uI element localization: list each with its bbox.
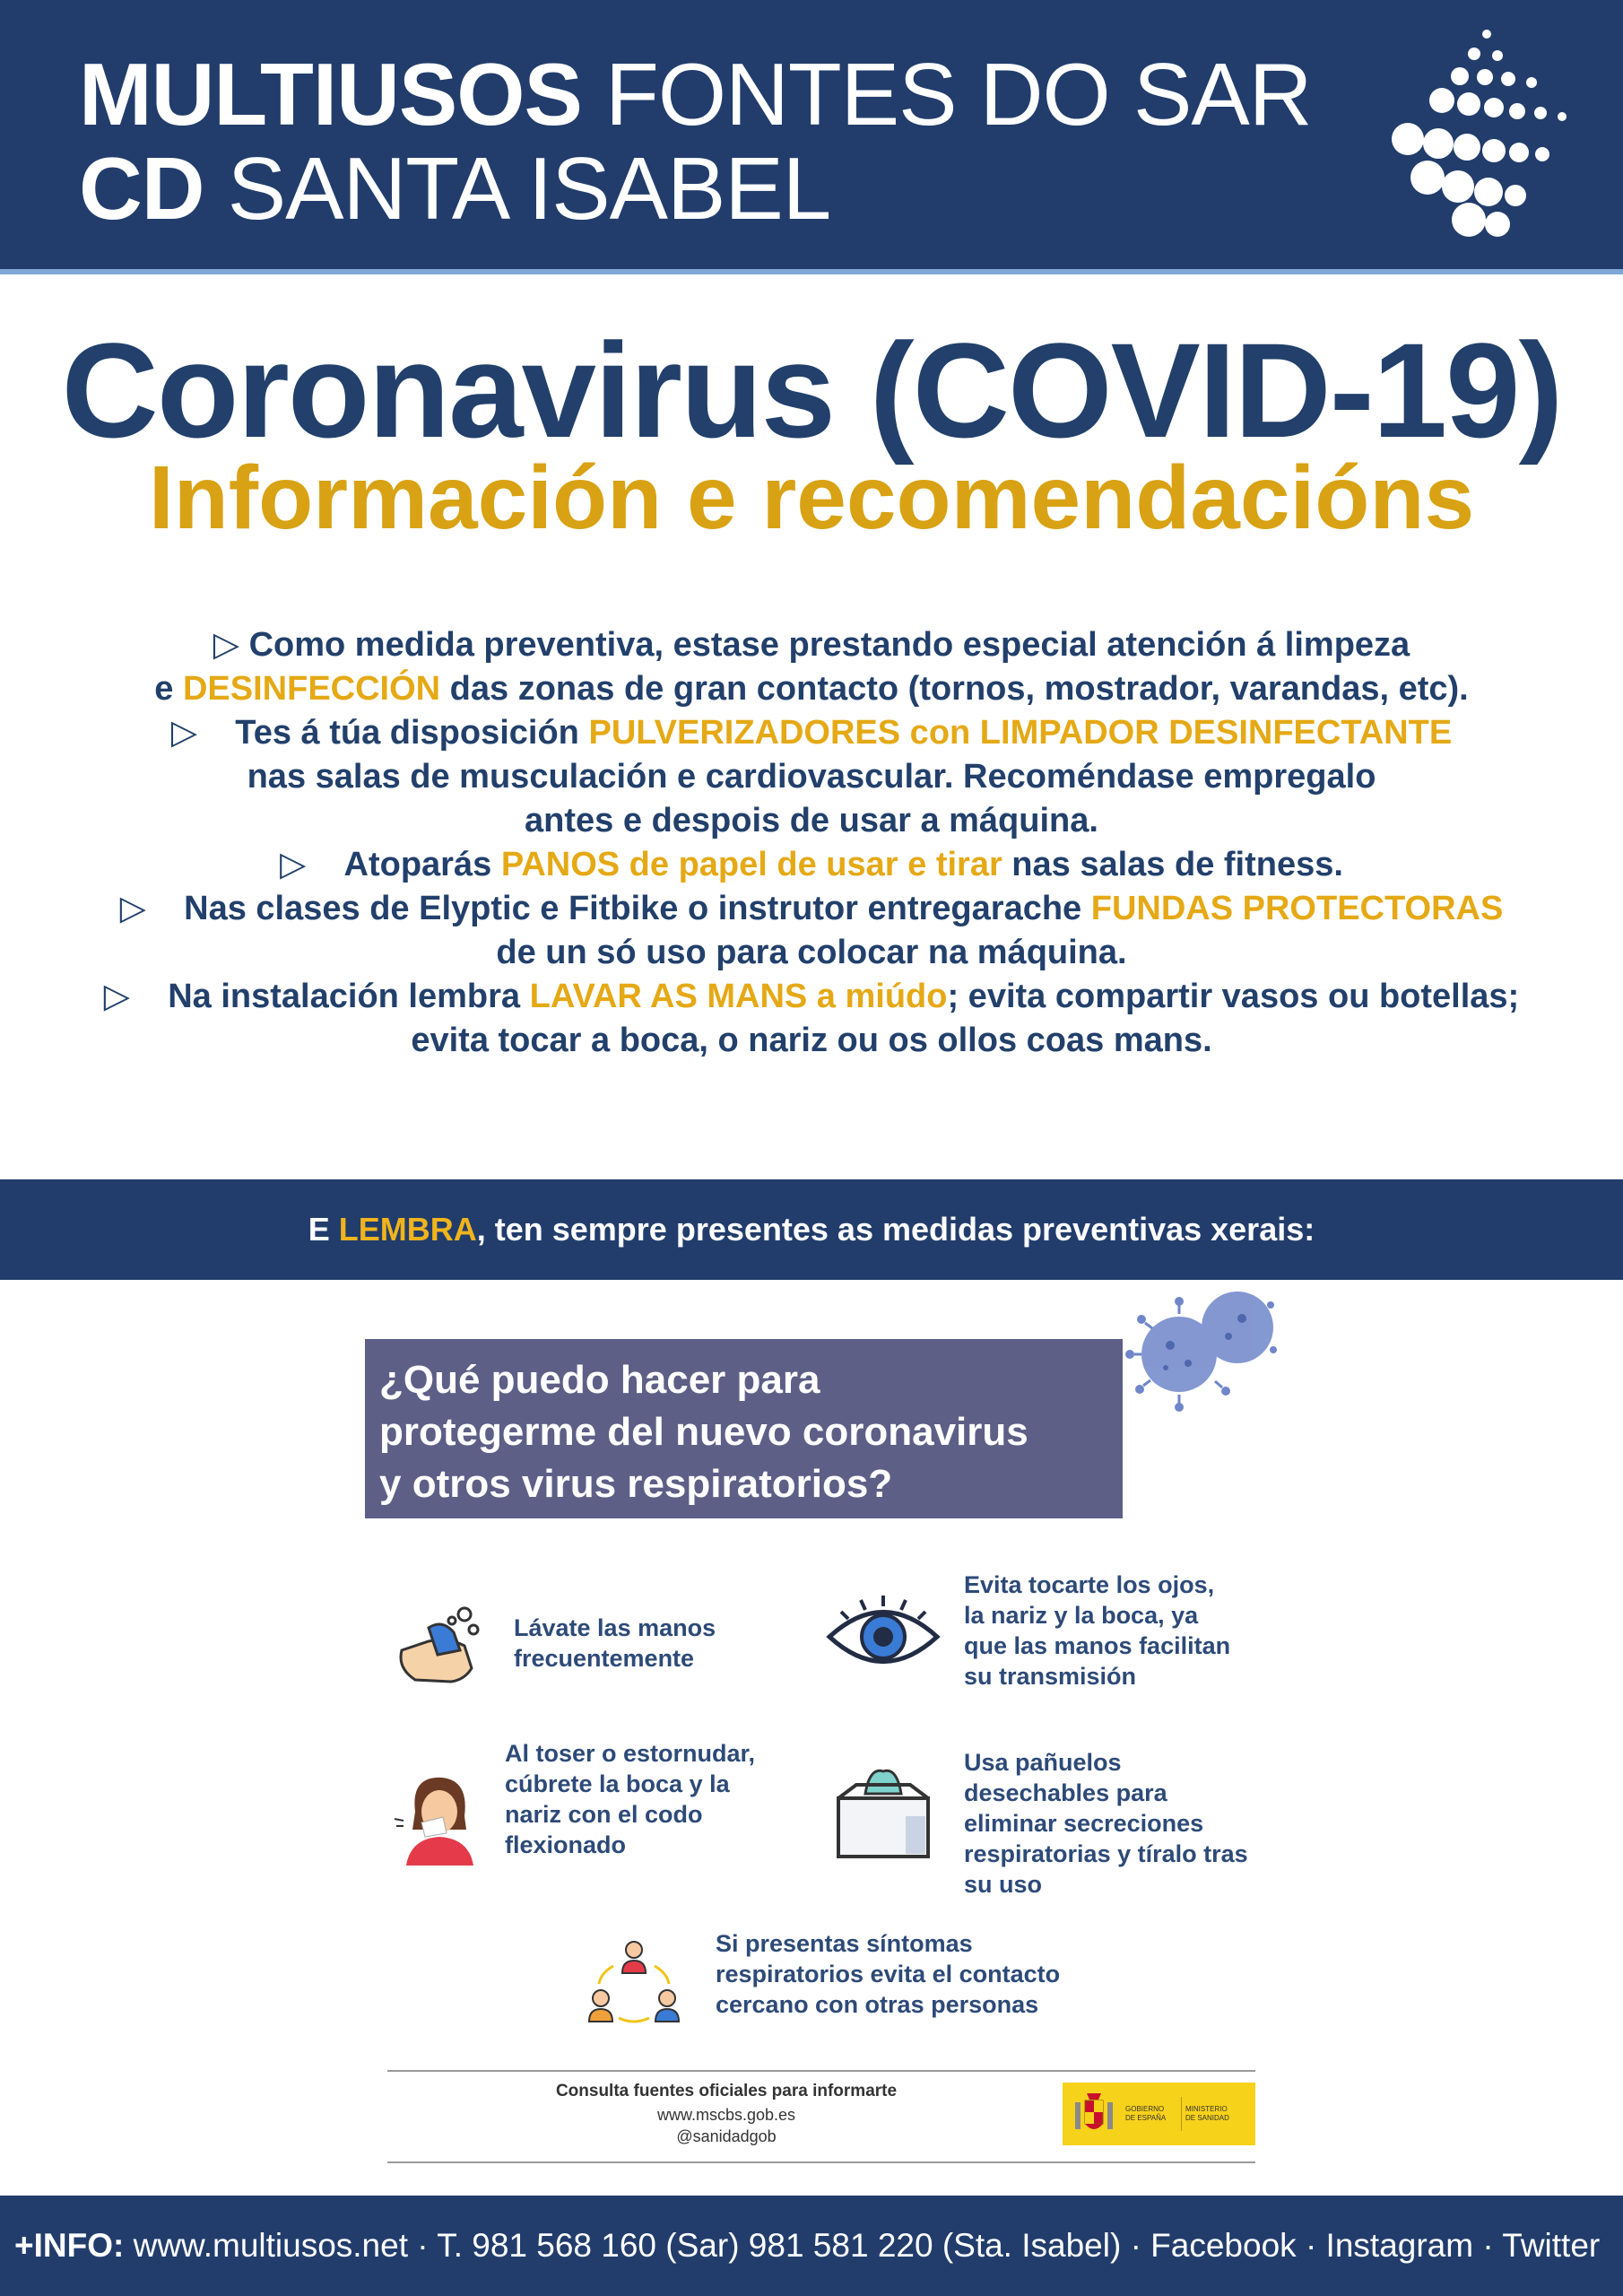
list-item-text: nas salas de musculación e cardiovascular. Recoméndase empregalo — [247, 758, 1376, 796]
tip-line: Evita tocarte los ojos, — [964, 1571, 1215, 1598]
list-item-text: Nas clases de Elyptic e Fitbike o instrutor entregarache — [184, 890, 1091, 927]
page-subtitle: Información e recomendacións — [148, 448, 1475, 548]
spain-coat-of-arms-icon — [1072, 2090, 1116, 2138]
tip-line: Usa pañuelos — [964, 1749, 1122, 1776]
list-item — [54, 667, 1569, 711]
header-title-light-1: FONTES DO SAR — [581, 45, 1312, 144]
gov-label-line: DE ESPAÑA — [1125, 2114, 1167, 2122]
list-item — [54, 1019, 1569, 1063]
tip-line: su uso — [964, 1871, 1043, 1898]
footer-label: +INFO: — [14, 2227, 125, 2264]
tip-line: Lávate las manos — [514, 1614, 716, 1641]
list-item-text: e — [154, 670, 183, 708]
list-item — [54, 711, 1569, 755]
list-item-text: Como medida preventiva, estase prestando especial atención á limpeza — [248, 626, 1410, 664]
list-item — [54, 755, 1569, 799]
tip-cover-cough — [505, 1738, 755, 1860]
ministry-label-line: DE SANIDAD — [1185, 2114, 1229, 2122]
header-title-bold-1: MULTIUSOS — [79, 45, 582, 144]
ministry-handle[interactable]: @sanidadgob — [676, 2127, 777, 2145]
list-item-highlight: PULVERIZADORES con LIMPADOR DESINFECTANTE — [588, 714, 1453, 752]
list-item-text: ; evita compartir vasos ou botellas; — [947, 978, 1520, 1015]
ministry-link[interactable]: www.mscbs.gob.es — [656, 2106, 796, 2124]
list-item-text: nas salas de fitness. — [1002, 846, 1343, 883]
tip-avoid-face — [964, 1570, 1230, 1692]
triangle-bullet-icon: ▷ — [213, 626, 249, 664]
tip-wash-hands — [514, 1613, 716, 1674]
tip-line: su transmisión — [964, 1663, 1137, 1690]
tip-line: frecuentemente — [514, 1645, 695, 1672]
list-item-text: de un só uso para colocar na máquina. — [496, 934, 1127, 971]
list-item-text: das zonas de gran contacto (tornos, mostrador, varandas, etc). — [440, 670, 1469, 708]
list-item-text: antes e despois de usar a máquina. — [525, 802, 1098, 839]
hand-washing-icon — [393, 1601, 482, 1686]
tip-use-tissues — [964, 1747, 1248, 1900]
list-item — [54, 843, 1569, 887]
sneezing-person-icon — [393, 1767, 482, 1866]
tip-line: desechables para — [964, 1779, 1167, 1806]
list-item-text: Na instalación lembra — [168, 978, 530, 1015]
tip-line: respiratorias y tíralo tras — [964, 1840, 1248, 1867]
divider — [387, 2070, 1255, 2072]
header-title-light-2: SANTA ISABEL — [204, 139, 831, 238]
question-box — [365, 1339, 1123, 1518]
header-title-bold-2: CD — [79, 139, 204, 238]
list-item — [54, 975, 1569, 1019]
question-line: protegerme del nuevo coronavirus — [379, 1410, 1028, 1454]
triangle-bullet-icon: ▷ — [119, 890, 185, 927]
list-item — [54, 623, 1569, 667]
reminder-band — [0, 1179, 1623, 1280]
triangle-bullet-icon: ▷ — [103, 978, 169, 1015]
divider — [387, 2161, 1255, 2163]
ministry-label — [1185, 2105, 1229, 2123]
list-item-text: Tes á túa disposición — [235, 714, 589, 752]
band-text: , ten sempre presentes as medidas preventivas xerais: — [476, 1211, 1315, 1248]
list-item-highlight: DESINFECCIÓN — [182, 670, 441, 708]
list-item — [54, 931, 1569, 975]
triangle-bullet-icon: ▷ — [170, 714, 236, 752]
coronavirus-icon — [1116, 1278, 1278, 1435]
tip-line: cúbrete la boca y la — [505, 1770, 730, 1797]
government-logo — [1063, 2083, 1255, 2145]
tissue-box-icon — [829, 1762, 937, 1866]
list-item-highlight: PANOS de papel de usar e tirar — [500, 846, 1002, 883]
header-line-1 — [79, 45, 1312, 144]
gov-label-line: GOBIERNO — [1125, 2105, 1165, 2113]
list-item-text: Atoparás — [343, 846, 501, 883]
header-line-2 — [79, 139, 831, 238]
tip-line: la nariz y la boca, ya — [964, 1602, 1199, 1629]
footer-info — [0, 2196, 1623, 2296]
social-distance-icon — [585, 1939, 683, 2033]
question-line: y otros virus respiratorios? — [379, 1462, 893, 1506]
tip-line: Al toser o estornudar, — [505, 1740, 756, 1767]
band-text: E — [308, 1211, 339, 1248]
tip-line: cercano con otras personas — [716, 1991, 1039, 2018]
tip-line: eliminar secreciones — [964, 1810, 1204, 1837]
list-item-text: evita tocar a boca, o nariz ou os ollos coas mans. — [411, 1022, 1212, 1059]
gov-label — [1125, 2105, 1166, 2123]
gov-divider — [1181, 2097, 1182, 2131]
official-sources — [502, 2079, 950, 2147]
eye-icon — [825, 1592, 942, 1673]
tip-line: que las manos facilitan — [964, 1632, 1231, 1659]
tip-avoid-contact — [716, 1928, 1060, 2020]
footer-contact-text: www.multiusos.net · T. 981 568 160 (Sar) 981 581 220 (Sta. Isabel) · Facebook · Instagram · Twitter — [124, 2227, 1601, 2264]
triangle-bullet-icon: ▷ — [280, 846, 344, 883]
official-sources-title: Consulta fuentes oficiales para informarte — [555, 2082, 898, 2100]
dots-logo-icon — [1372, 27, 1587, 242]
list-item-highlight: LAVAR AS MANS a miúdo — [529, 978, 948, 1015]
tip-line: flexionado — [505, 1831, 627, 1858]
tip-line: nariz con el codo — [505, 1801, 703, 1828]
ministry-label-line: MINISTERIO — [1185, 2105, 1228, 2113]
page-title: Coronavirus (COVID-19) — [61, 315, 1562, 465]
list-item — [54, 887, 1569, 931]
band-highlight: LEMBRA — [338, 1211, 477, 1248]
question-line: ¿Qué puedo hacer para — [379, 1358, 820, 1402]
list-item-highlight: FUNDAS PROTECTORAS — [1090, 890, 1504, 927]
tip-line: respiratorios evita el contacto — [716, 1961, 1061, 1987]
recommendations-list — [54, 623, 1569, 1063]
header-banner — [0, 0, 1623, 274]
list-item — [54, 799, 1569, 843]
tip-line: Si presentas síntomas — [716, 1930, 973, 1957]
